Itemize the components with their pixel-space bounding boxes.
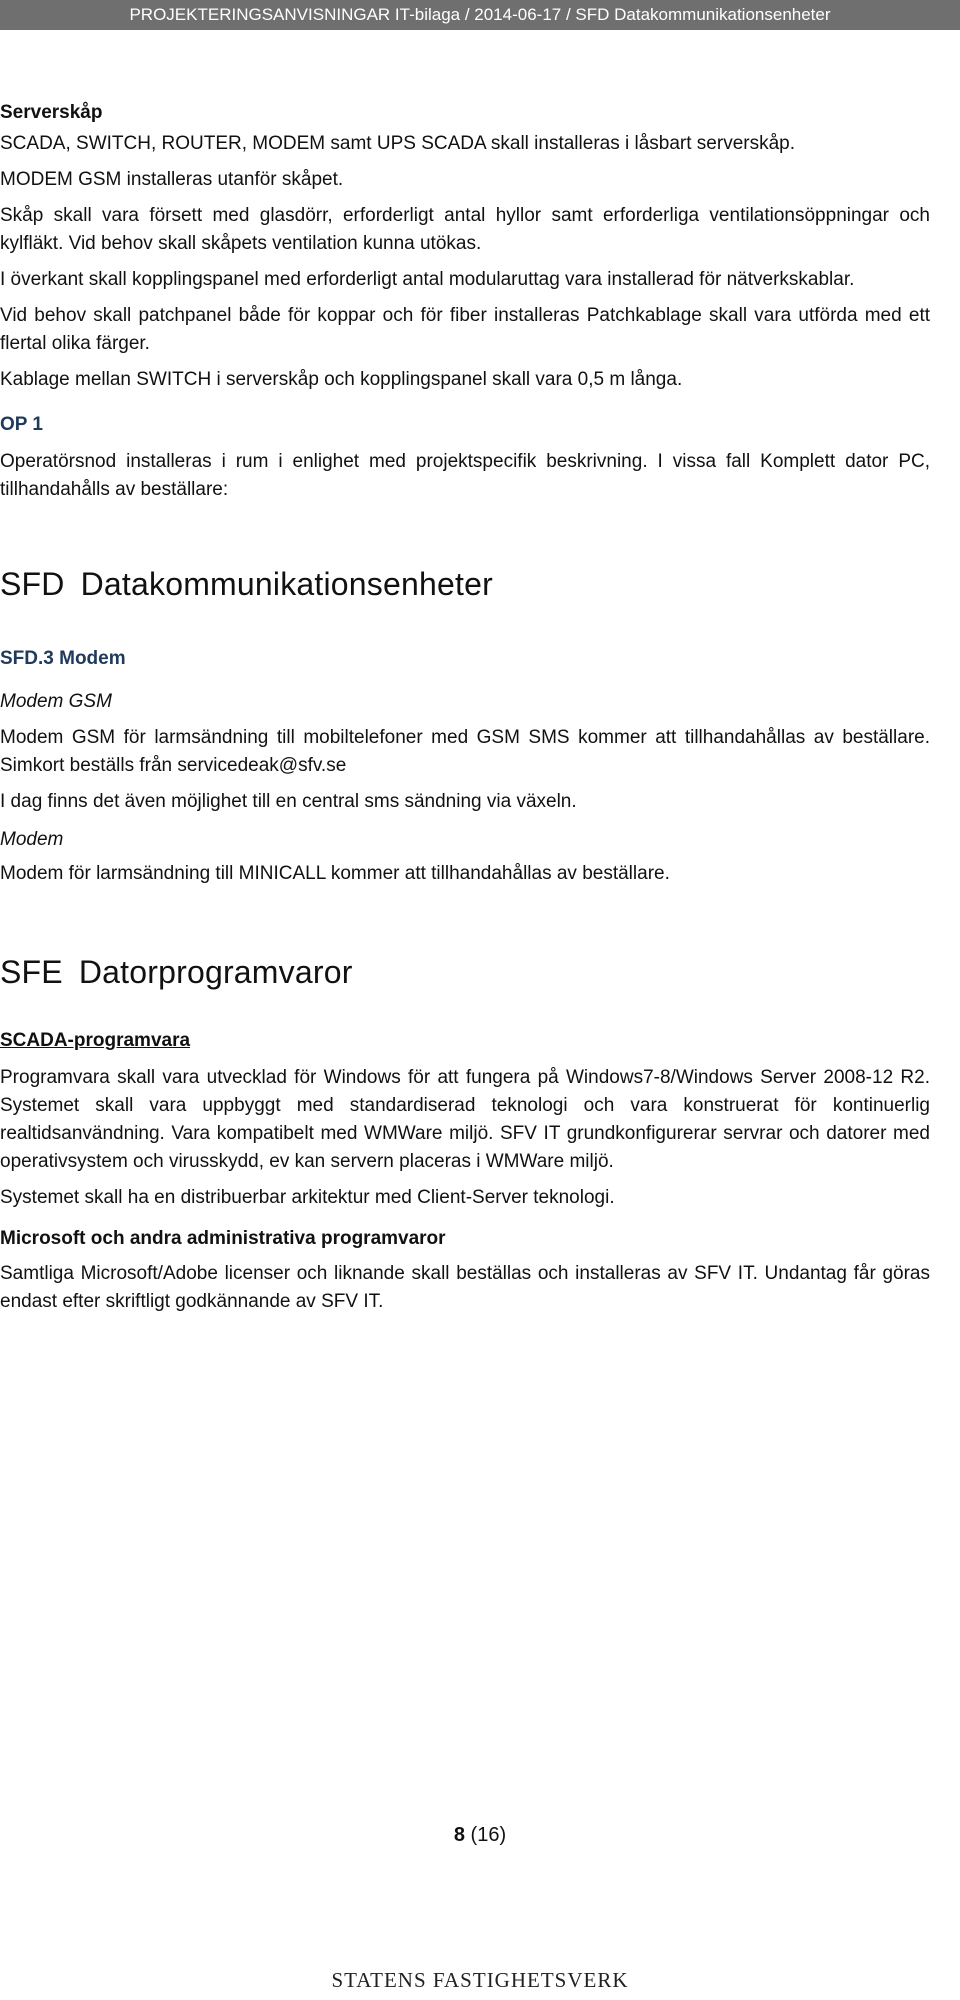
paragraph: Vid behov skall patchpanel både för koppar och för fiber installeras Patchkablage skall vara utförda med ett flertal olika färger. — [0, 305, 930, 354]
paragraph: Samtliga Microsoft/Adobe licenser och liknande skall beställas och installeras av SFV IT. Undantag får göras endast efter skriftligt godkännande av SFV IT. — [0, 1263, 930, 1312]
paragraph: SCADA, SWITCH, ROUTER, MODEM samt UPS SCADA skall installeras i låsbart serverskåp. — [0, 133, 795, 154]
paragraph: Operatörsnod installeras i rum i enlighet med projektspecifik beskrivning. I vissa fall Komplett dator PC, tillhandahålls av beställare: — [0, 451, 930, 500]
paragraph: Programvara skall vara utvecklad för Windows för att fungera på Windows7-8/Windows Server 2008-12 R2. Systemet skall vara uppbyggt med standardiserad teknologi och vara konstruerat för kontinuerlig realtidsanvändning. Vara kompatibelt med WMWare miljö. SFV IT grundkonfigurerar servrar och datorer med operativsystem och virusskydd, ev kan servern placeras i WMWare miljö. — [0, 1067, 930, 1172]
paragraph: Systemet skall ha en distribuerbar arkitektur med Client-Server teknologi. — [0, 1187, 615, 1208]
paragraph: I dag finns det även möjlighet till en central sms sändning via växeln. — [0, 791, 577, 812]
heading-sfe — [0, 952, 960, 992]
paragraph: I överkant skall kopplingspanel med erforderligt antal modularuttag vara installerad för nätverkskablar. — [0, 269, 855, 290]
sfd-code: SFD — [0, 566, 65, 602]
heading-serverskap: Serverskåp — [0, 102, 103, 123]
section-sfe — [0, 952, 960, 1316]
heading-op1: OP 1 — [0, 414, 43, 435]
sfd-title: Datakommunikationsenheter — [80, 566, 493, 602]
paragraph: Skåp skall vara försett med glasdörr, erforderligt antal hyllor samt erforderliga ventilationsöppningar och kylfläkt. Vid behov skall skåpets ventilation kunna utökas. — [0, 205, 930, 254]
section-serverskap — [0, 100, 960, 394]
section-sfd — [0, 564, 960, 888]
paragraph: Modem GSM för larmsändning till mobiltelefoner med GSM SMS kommer att tillhandahållas av beställare. Simkort beställs från servicedeak@sfv.se — [0, 727, 930, 776]
page-current: 8 — [453, 1824, 465, 1846]
footer-organization: STATENS FASTIGHETSVERK — [331, 1968, 629, 1992]
sfe-title: Datorprogramvaror — [78, 954, 353, 990]
heading-microsoft-programvaror: Microsoft och andra administrativa programvaror — [0, 1228, 446, 1249]
label-modem: Modem — [0, 829, 64, 850]
heading-sfd — [0, 564, 960, 604]
section-op1 — [0, 412, 960, 504]
sfe-code: SFE — [0, 954, 63, 990]
page-number — [0, 1824, 960, 1847]
document-body — [0, 100, 960, 1324]
paragraph: Kablage mellan SWITCH i serverskåp och kopplingspanel skall vara 0,5 m långa. — [0, 369, 683, 390]
paragraph: MODEM GSM installeras utanför skåpet. — [0, 169, 344, 190]
heading-sfd3-modem: SFD.3 Modem — [0, 648, 126, 669]
label-modem-gsm: Modem GSM — [0, 691, 112, 712]
heading-scada-programvara: SCADA-programvara — [0, 1030, 191, 1051]
page-total: (16) — [470, 1824, 507, 1846]
document-header: PROJEKTERINGSANVISNINGAR IT-bilaga / 2014-06-17 / SFD Datakommunikationsenheter — [0, 0, 960, 30]
paragraph: Modem för larmsändning till MINICALL kommer att tillhandahållas av beställare. — [0, 863, 670, 884]
